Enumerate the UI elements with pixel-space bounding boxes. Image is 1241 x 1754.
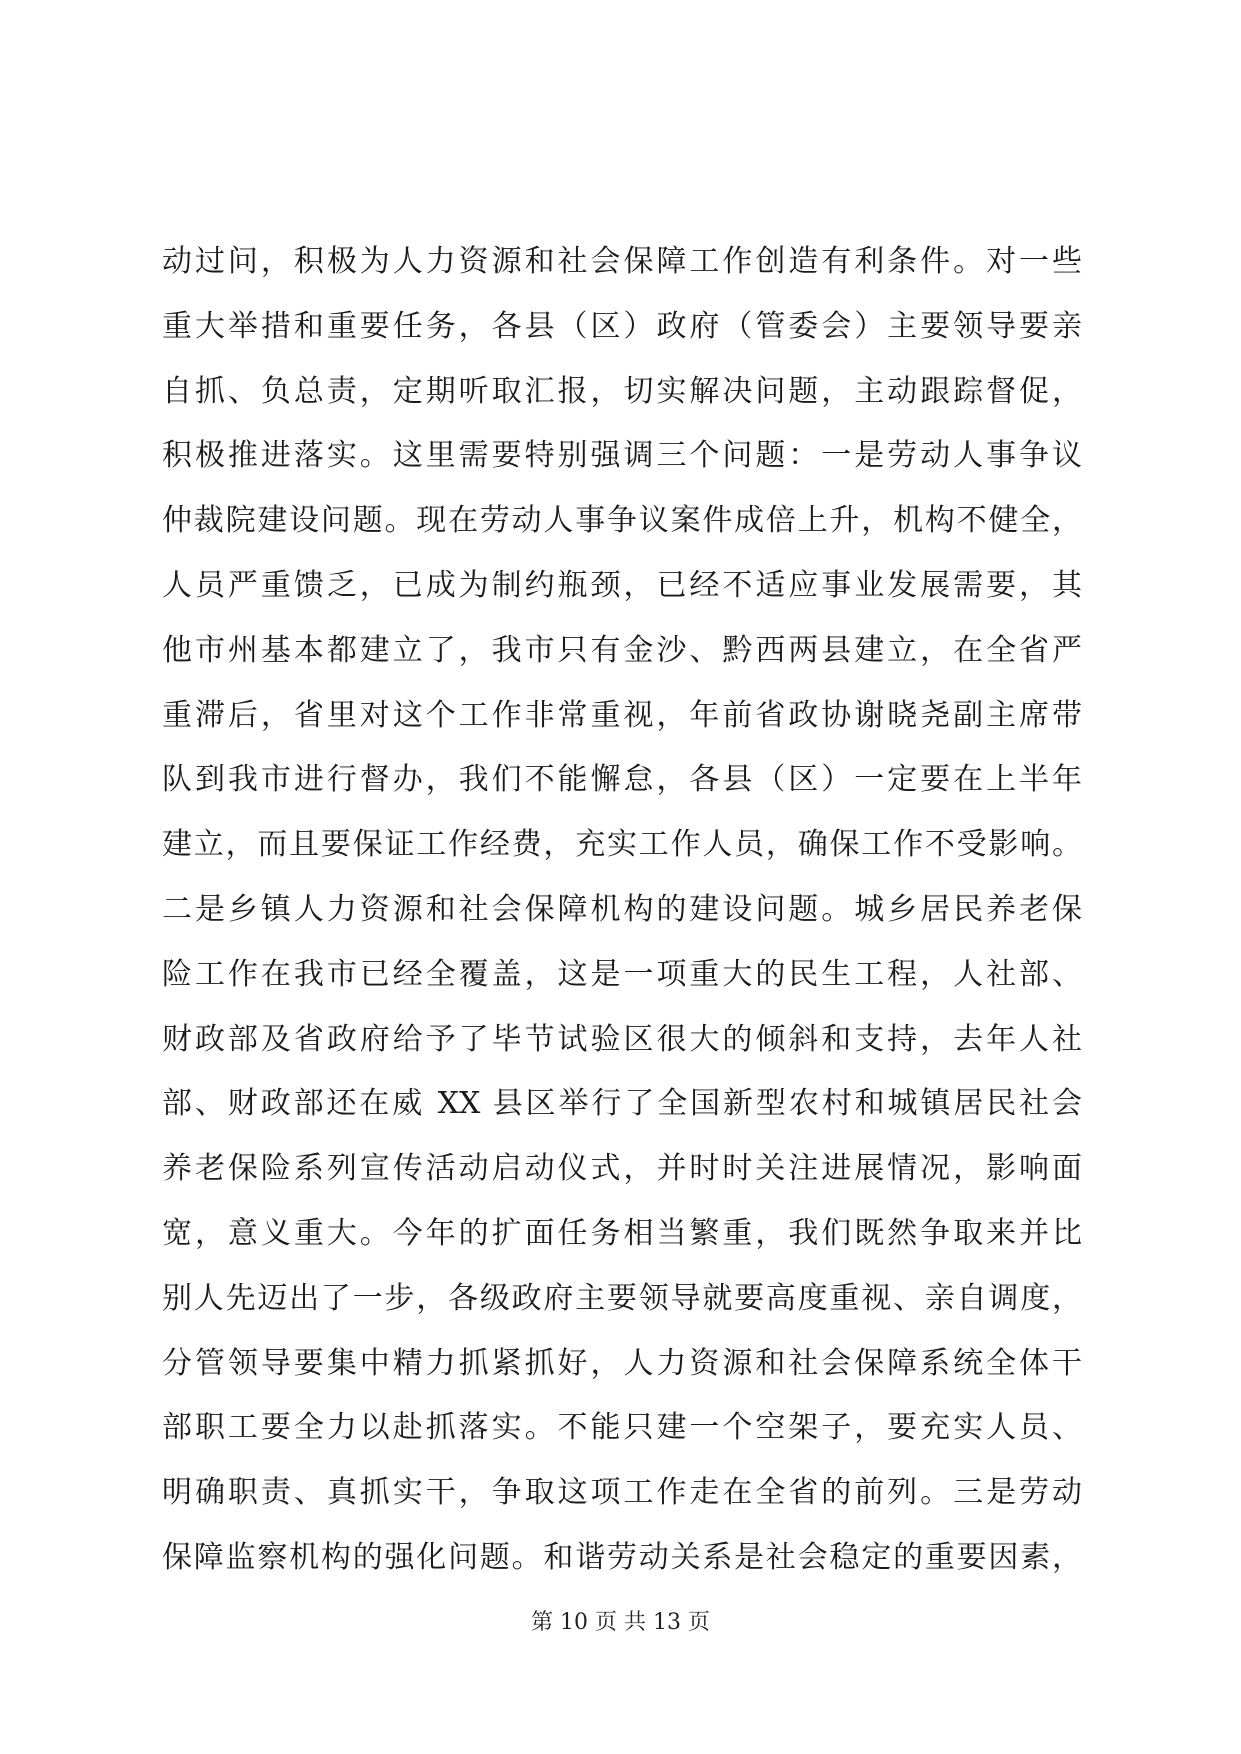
text-line: 重滞后，省里对这个工作非常重视，年前省政协谢晓尧副主席带 (162, 697, 1082, 733)
body-text (162, 230, 1082, 1591)
text-line: 财政部及省政府给予了毕节试验区很大的倾斜和支持，去年人社 (162, 1021, 1082, 1057)
text-line: 二是乡镇人力资源和社会保障机构的建设问题。城乡居民养老保 (162, 891, 1082, 927)
text-line: 建立，而且要保证工作经费，充实工作人员，确保工作不受影响。 (162, 827, 1082, 863)
text-line: 分管领导要集中精力抓紧抓好，人力资源和社会保障系统全体干 (162, 1345, 1082, 1381)
text-line: 保障监察机构的强化问题。和谐劳动关系是社会稳定的重要因素， (162, 1539, 1082, 1575)
text-line: 险工作在我市已经全覆盖，这是一项重大的民生工程，人社部、 (162, 956, 1082, 992)
text-line: 人员严重馈乏，已成为制约瓶颈，已经不适应事业发展需要，其 (162, 567, 1082, 603)
text-line: 别人先迈出了一步，各级政府主要领导就要高度重视、亲自调度， (162, 1280, 1082, 1316)
text-line: 队到我市进行督办，我们不能懈怠，各县（区）一定要在上半年 (162, 762, 1082, 798)
text-line: 宽，意义重大。今年的扩面任务相当繁重，我们既然争取来并比 (162, 1215, 1082, 1251)
text-line: 动过问，积极为人力资源和社会保障工作创造有利条件。对一些 (162, 244, 1082, 279)
text-line: 部职工要全力以赴抓落实。不能只建一个空架子，要充实人员、 (162, 1410, 1082, 1446)
text-line: 仲裁院建设问题。现在劳动人事争议案件成倍上升，机构不健全， (162, 503, 1082, 539)
text-line: 他市州基本都建立了，我市只有金沙、黔西两县建立，在全省严 (162, 632, 1082, 668)
page-number-footer: 第 10 页 共 13 页 (531, 1610, 710, 1635)
text-line: 重大举措和重要任务，各县（区）政府（管委会）主要领导要亲 (162, 308, 1082, 344)
text-line: 部、财政部还在威 XX 县区举行了全国新型农村和城镇居民社会 (162, 1086, 1082, 1122)
text-line: 养老保险系列宣传活动启动仪式，并时时关注进展情况，影响面 (162, 1151, 1082, 1187)
text-line: 明确职责、真抓实干，争取这项工作走在全省的前列。三是劳动 (162, 1475, 1082, 1511)
text-line: 积极推进落实。这里需要特别强调三个问题：一是劳动人事争议 (162, 438, 1082, 474)
text-line: 自抓、负总责，定期听取汇报，切实解决问题，主动跟踪督促， (162, 373, 1082, 409)
